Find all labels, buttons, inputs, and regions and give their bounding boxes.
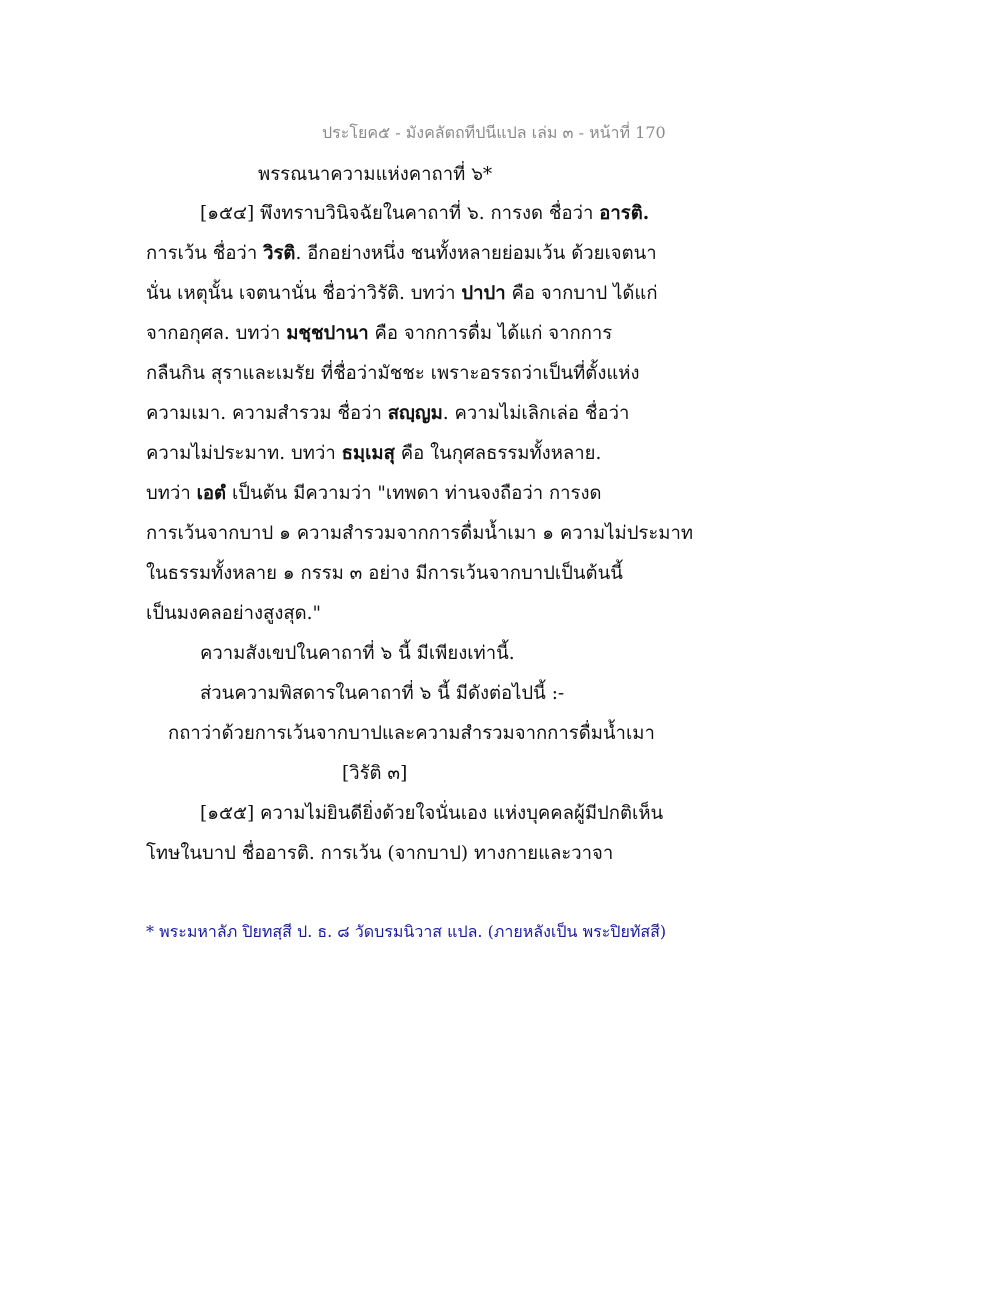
pali-term: อารติ (599, 203, 643, 224)
text-span: คือ จากบาป ได้แก่ (505, 283, 658, 304)
subheading: กถาว่าด้วยการเว้นจากบาปและความสำรวมจากการดื่มน้ำเมา (168, 723, 655, 744)
text-span: [๑๕๔] พึงทราบวินิจฉัยในคาถาที่ ๖. การงด ชื่อว่า (200, 203, 600, 224)
text-span: บทว่า (146, 483, 197, 504)
paragraph-154-line-4 (146, 319, 746, 349)
paragraph-154-line-5: กลืนกิน สุราและเมรัย ที่ชื่อว่ามัชชะ เพราะอรรถว่าเป็นที่ตั้งแห่ง (146, 363, 640, 384)
text-span: การเว้น ชื่อว่า (146, 243, 264, 264)
text-span: . อีกอย่างหนึ่ง ชนทั้งหลายย่อมเว้น ด้วยเจตนา (295, 243, 657, 264)
running-header: ประโยค๕ - มังคลัตถทีปนีแปล เล่ม ๓ - หน้าที่ 170 (322, 123, 666, 142)
text-span: ความไม่ประมาท. บทว่า (146, 443, 342, 464)
pali-term: เอตํ (196, 483, 227, 504)
pali-term: สญฺญม (387, 403, 443, 424)
paragraph-154-line-11: เป็นมงคลอย่างสูงสุด." (146, 603, 322, 624)
text-span: เป็นต้น มีความว่า "เทพดา ท่านจงถือว่า การงด (226, 483, 602, 504)
text-span: . (642, 203, 650, 224)
pali-term: ธมฺเมสุ (341, 443, 395, 464)
text-span: ความเมา. ความสำรวม ชื่อว่า (146, 403, 388, 424)
detail-intro-line: ส่วนความพิสดารในคาถาที่ ๖ นี้ มีดังต่อไปนี้ :- (200, 683, 565, 704)
paragraph-154-line-6 (146, 399, 746, 429)
section-title: พรรณนาความแห่งคาถาที่ ๖* (258, 164, 493, 185)
paragraph-154-line-3 (146, 279, 746, 309)
text-span: จากอกุศล. บทว่า (146, 323, 287, 344)
summary-line: ความสังเขปในคาถาที่ ๖ นี้ มีเพียงเท่านี้. (200, 643, 515, 664)
paragraph-154-line-2 (146, 239, 746, 269)
pali-term: วิรติ (263, 243, 296, 264)
paragraph-154-line-10: ในธรรมทั้งหลาย ๑ กรรม ๓ อย่าง มีการเว้นจากบาปเป็นต้นนี้ (146, 563, 623, 584)
pali-term: มชฺชปานา (286, 323, 369, 344)
text-span: คือ ในกุศลธรรมทั้งหลาย. (394, 443, 602, 464)
paragraph-155-line-2: โทษในบาป ชื่ออารติ. การเว้น (จากบาป) ทางกายและวาจา (146, 843, 614, 864)
paragraph-154-line-7 (146, 439, 746, 469)
subheading-note: [วิรัติ ๓] (342, 763, 408, 784)
text-span: คือ จากการดื่ม ได้แก่ จากการ (368, 323, 613, 344)
text-span: นั่น เหตุนั้น เจตนานั่น ชื่อว่าวิรัติ. บทว่า (146, 283, 462, 304)
text-span: . ความไม่เลิกเล่อ ชื่อว่า (442, 403, 630, 424)
paragraph-154-line-8 (146, 479, 746, 509)
pali-term: ปาปา (461, 283, 506, 304)
paragraph-155-line-1: [๑๕๕] ความไม่ยินดียิ่งด้วยใจนั่นเอง แห่งบุคคลผู้มีปกติเห็น (200, 803, 664, 824)
paragraph-154-line-1 (200, 199, 800, 229)
paragraph-154-line-9: การเว้นจากบาป ๑ ความสำรวมจากการดื่มน้ำเมา ๑ ความไม่ประมาท (146, 523, 694, 544)
footnote: * พระมหาลัภ ปิยทสฺสี ป. ธ. ๘ วัดบรมนิวาส แปล. (ภายหลังเป็น พระปิยทัสสี) (146, 922, 667, 941)
